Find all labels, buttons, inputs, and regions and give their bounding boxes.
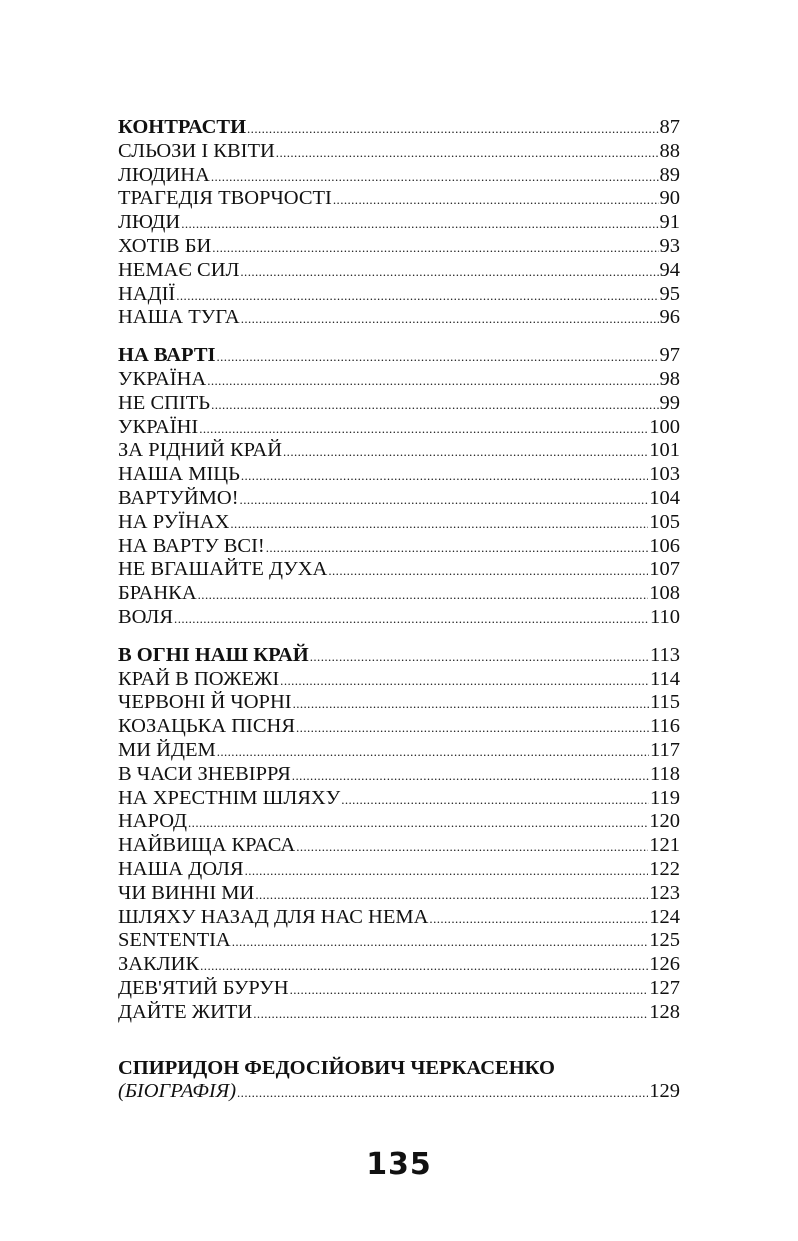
section-page-number: 87 <box>659 116 680 138</box>
toc-entry <box>118 858 680 882</box>
entry-title: НАША МІЦЬ <box>118 463 240 486</box>
toc-entry <box>118 691 680 715</box>
dot-leader <box>174 606 649 631</box>
toc-entry <box>118 882 680 906</box>
toc-entry <box>118 140 680 164</box>
toc-entry <box>118 763 680 787</box>
toc-entry <box>118 306 680 330</box>
dot-leader <box>247 116 658 141</box>
toc-entry <box>118 606 680 630</box>
toc-entry <box>118 259 680 283</box>
biography-label: (БІОГРАФІЯ) <box>118 1080 237 1102</box>
entry-title: МИ ЙДЕМ <box>118 738 216 761</box>
section-page-number: 113 <box>650 643 680 666</box>
entry-page-number: 105 <box>649 510 680 533</box>
dot-leader <box>240 487 649 512</box>
toc-entry <box>118 582 680 606</box>
entry-title: УКРАЇНІ <box>118 415 199 438</box>
dot-leader <box>211 164 659 189</box>
entry-page-number: 108 <box>649 582 680 605</box>
entry-page-number: 90 <box>659 187 680 210</box>
dot-leader <box>217 344 659 369</box>
toc-section <box>118 116 680 330</box>
entry-page-number: 98 <box>659 367 680 390</box>
dot-leader <box>199 416 648 441</box>
entry-title: НАЙВИЩА КРАСА <box>118 834 296 857</box>
entry-page-number: 96 <box>659 306 680 329</box>
entry-page-number: 100 <box>649 415 680 438</box>
entry-page-number: 120 <box>649 810 680 833</box>
entry-page-number: 107 <box>649 558 680 581</box>
dot-leader <box>230 511 648 536</box>
toc-entry <box>118 439 680 463</box>
dot-leader <box>217 739 649 764</box>
entry-page-number: 91 <box>659 211 680 234</box>
toc-entry <box>118 392 680 416</box>
section-page-number: 97 <box>659 344 680 367</box>
section-title: КОНТРАСТИ <box>118 116 247 138</box>
biography-page: 129 <box>649 1080 680 1102</box>
dot-leader <box>310 644 649 669</box>
section-title: В ОГНІ НАШ КРАЙ <box>118 643 309 666</box>
toc-entry <box>118 787 680 811</box>
entry-page-number: 95 <box>659 282 680 305</box>
entry-page-number: 116 <box>650 715 680 738</box>
dot-leader <box>211 392 658 417</box>
dot-leader <box>207 368 658 393</box>
dot-leader <box>241 463 648 488</box>
entry-page-number: 110 <box>650 605 680 628</box>
toc-entry <box>118 416 680 440</box>
dot-leader <box>333 187 659 212</box>
dot-leader <box>266 535 649 560</box>
dot-leader <box>181 211 658 236</box>
toc-entry <box>118 535 680 559</box>
toc-entry <box>118 511 680 535</box>
entry-title: ВАРТУЙМО! <box>118 486 239 509</box>
entry-title: ЗАКЛИК <box>118 953 200 976</box>
toc-entry <box>118 953 680 977</box>
entry-page-number: 93 <box>659 234 680 257</box>
entry-page-number: 114 <box>650 667 680 690</box>
dot-leader <box>290 977 649 1002</box>
entry-page-number: 88 <box>659 139 680 162</box>
entry-title: НЕ СПІТЬ <box>118 391 211 414</box>
dot-leader <box>429 906 648 931</box>
dot-leader <box>280 668 649 693</box>
entry-page-number: 121 <box>649 834 680 857</box>
toc-entry <box>118 1001 680 1025</box>
toc-entry <box>118 739 680 763</box>
table-of-contents <box>118 116 680 1038</box>
dot-leader <box>283 439 648 464</box>
entry-title: НАРОД <box>118 810 188 833</box>
dot-leader <box>188 810 648 835</box>
dot-leader <box>245 858 649 883</box>
entry-page-number: 101 <box>649 439 680 462</box>
dot-leader <box>198 582 649 607</box>
entry-page-number: 128 <box>649 1000 680 1023</box>
toc-entry <box>118 929 680 953</box>
entry-title: НЕМАЄ СИЛ <box>118 258 240 281</box>
dot-leader <box>212 235 658 260</box>
entry-title: УКРАЇНА <box>118 367 207 390</box>
entry-title: ЗА РІДНИЙ КРАЙ <box>118 439 283 462</box>
entry-title: ЛЮДИ <box>118 211 181 234</box>
dot-leader <box>292 763 649 788</box>
toc-entry <box>118 487 680 511</box>
entry-page-number: 94 <box>659 258 680 281</box>
entry-title: ЧЕРВОНІ Й ЧОРНІ <box>118 691 292 714</box>
entry-title: КРАЙ В ПОЖЕЖІ <box>118 667 280 690</box>
entry-page-number: 122 <box>649 857 680 880</box>
entry-page-number: 117 <box>650 738 680 761</box>
toc-entry <box>118 834 680 858</box>
entry-page-number: 126 <box>649 953 680 976</box>
entry-page-number: 118 <box>650 762 680 785</box>
entry-page-number: 127 <box>649 976 680 999</box>
toc-entry <box>118 810 680 834</box>
entry-page-number: 119 <box>650 786 680 809</box>
entry-title: НАША ДОЛЯ <box>118 857 244 880</box>
dot-leader <box>253 1001 648 1026</box>
entry-title: ТРАГЕДІЯ ТВОРЧОСТІ <box>118 187 332 210</box>
dot-leader <box>341 787 649 812</box>
entry-title: КОЗАЦЬКА ПІСНЯ <box>118 715 296 738</box>
entry-title: ДЕВ'ЯТИЙ БУРУН <box>118 976 289 999</box>
dot-leader <box>328 558 648 583</box>
dot-leader <box>240 259 658 284</box>
toc-entry <box>118 164 680 188</box>
section-heading-row <box>118 644 680 668</box>
entry-page-number: 115 <box>650 691 680 714</box>
dot-leader <box>293 691 649 716</box>
toc-entry <box>118 235 680 259</box>
dot-leader <box>296 715 649 740</box>
toc-entry <box>118 715 680 739</box>
entry-page-number: 124 <box>649 905 680 928</box>
toc-entry <box>118 368 680 392</box>
entry-page-number: 104 <box>649 486 680 509</box>
entry-title: НА ВАРТУ ВСІ! <box>118 534 265 557</box>
toc-entry <box>118 211 680 235</box>
dot-leader <box>296 834 648 859</box>
entry-page-number: 125 <box>649 929 680 952</box>
entry-title: ЛЮДИНА <box>118 163 210 186</box>
toc-entry <box>118 977 680 1001</box>
entry-title: ШЛЯХУ НАЗАД ДЛЯ НАС НЕМА <box>118 905 429 928</box>
dot-leader <box>232 929 649 954</box>
entry-page-number: 123 <box>649 881 680 904</box>
entry-title: НАША ТУГА <box>118 306 240 329</box>
entry-title: НАДІЇ <box>118 282 176 305</box>
entry-title: НА РУЇНАХ <box>118 510 230 533</box>
dot-leader <box>276 140 659 165</box>
dot-leader <box>237 1080 648 1105</box>
entry-title: НЕ ВГАШАЙТЕ ДУХА <box>118 558 328 581</box>
entry-page-number: 99 <box>659 391 680 414</box>
entry-title: SENTENTIA <box>118 929 231 952</box>
toc-section <box>118 644 680 1025</box>
biography-entry <box>118 1056 680 1104</box>
dot-leader <box>200 953 648 978</box>
entry-title: СЛЬОЗИ І КВІТИ <box>118 139 275 162</box>
toc-entry <box>118 283 680 307</box>
toc-entry <box>118 463 680 487</box>
entry-title: ДАЙТЕ ЖИТИ <box>118 1000 253 1023</box>
toc-entry <box>118 668 680 692</box>
section-title: НА ВАРТІ <box>118 344 216 367</box>
entry-page-number: 89 <box>659 163 680 186</box>
entry-title: В ЧАСИ ЗНЕВІРРЯ <box>118 762 291 785</box>
dot-leader <box>241 306 659 331</box>
page-number: 135 <box>366 1147 432 1182</box>
entry-title: ВОЛЯ <box>118 605 174 628</box>
toc-entry <box>118 558 680 582</box>
section-heading-row <box>118 116 680 140</box>
biography-name: СПИРИДОН ФЕДОСІЙОВИЧ ЧЕРКАСЕНКО <box>118 1057 555 1079</box>
dot-leader <box>255 882 648 907</box>
toc-entry <box>118 187 680 211</box>
entry-title: НА ХРЕСТНІМ ШЛЯХУ <box>118 786 341 809</box>
entry-title: ЧИ ВИННІ МИ <box>118 881 255 904</box>
entry-title: БРАНКА <box>118 582 197 605</box>
entry-title: ХОТІВ БИ <box>118 234 212 257</box>
section-heading-row <box>118 344 680 368</box>
toc-section <box>118 344 680 630</box>
entry-page-number: 106 <box>649 534 680 557</box>
toc-entry <box>118 906 680 930</box>
biography-row <box>118 1080 680 1104</box>
entry-page-number: 103 <box>649 463 680 486</box>
dot-leader <box>176 283 658 308</box>
